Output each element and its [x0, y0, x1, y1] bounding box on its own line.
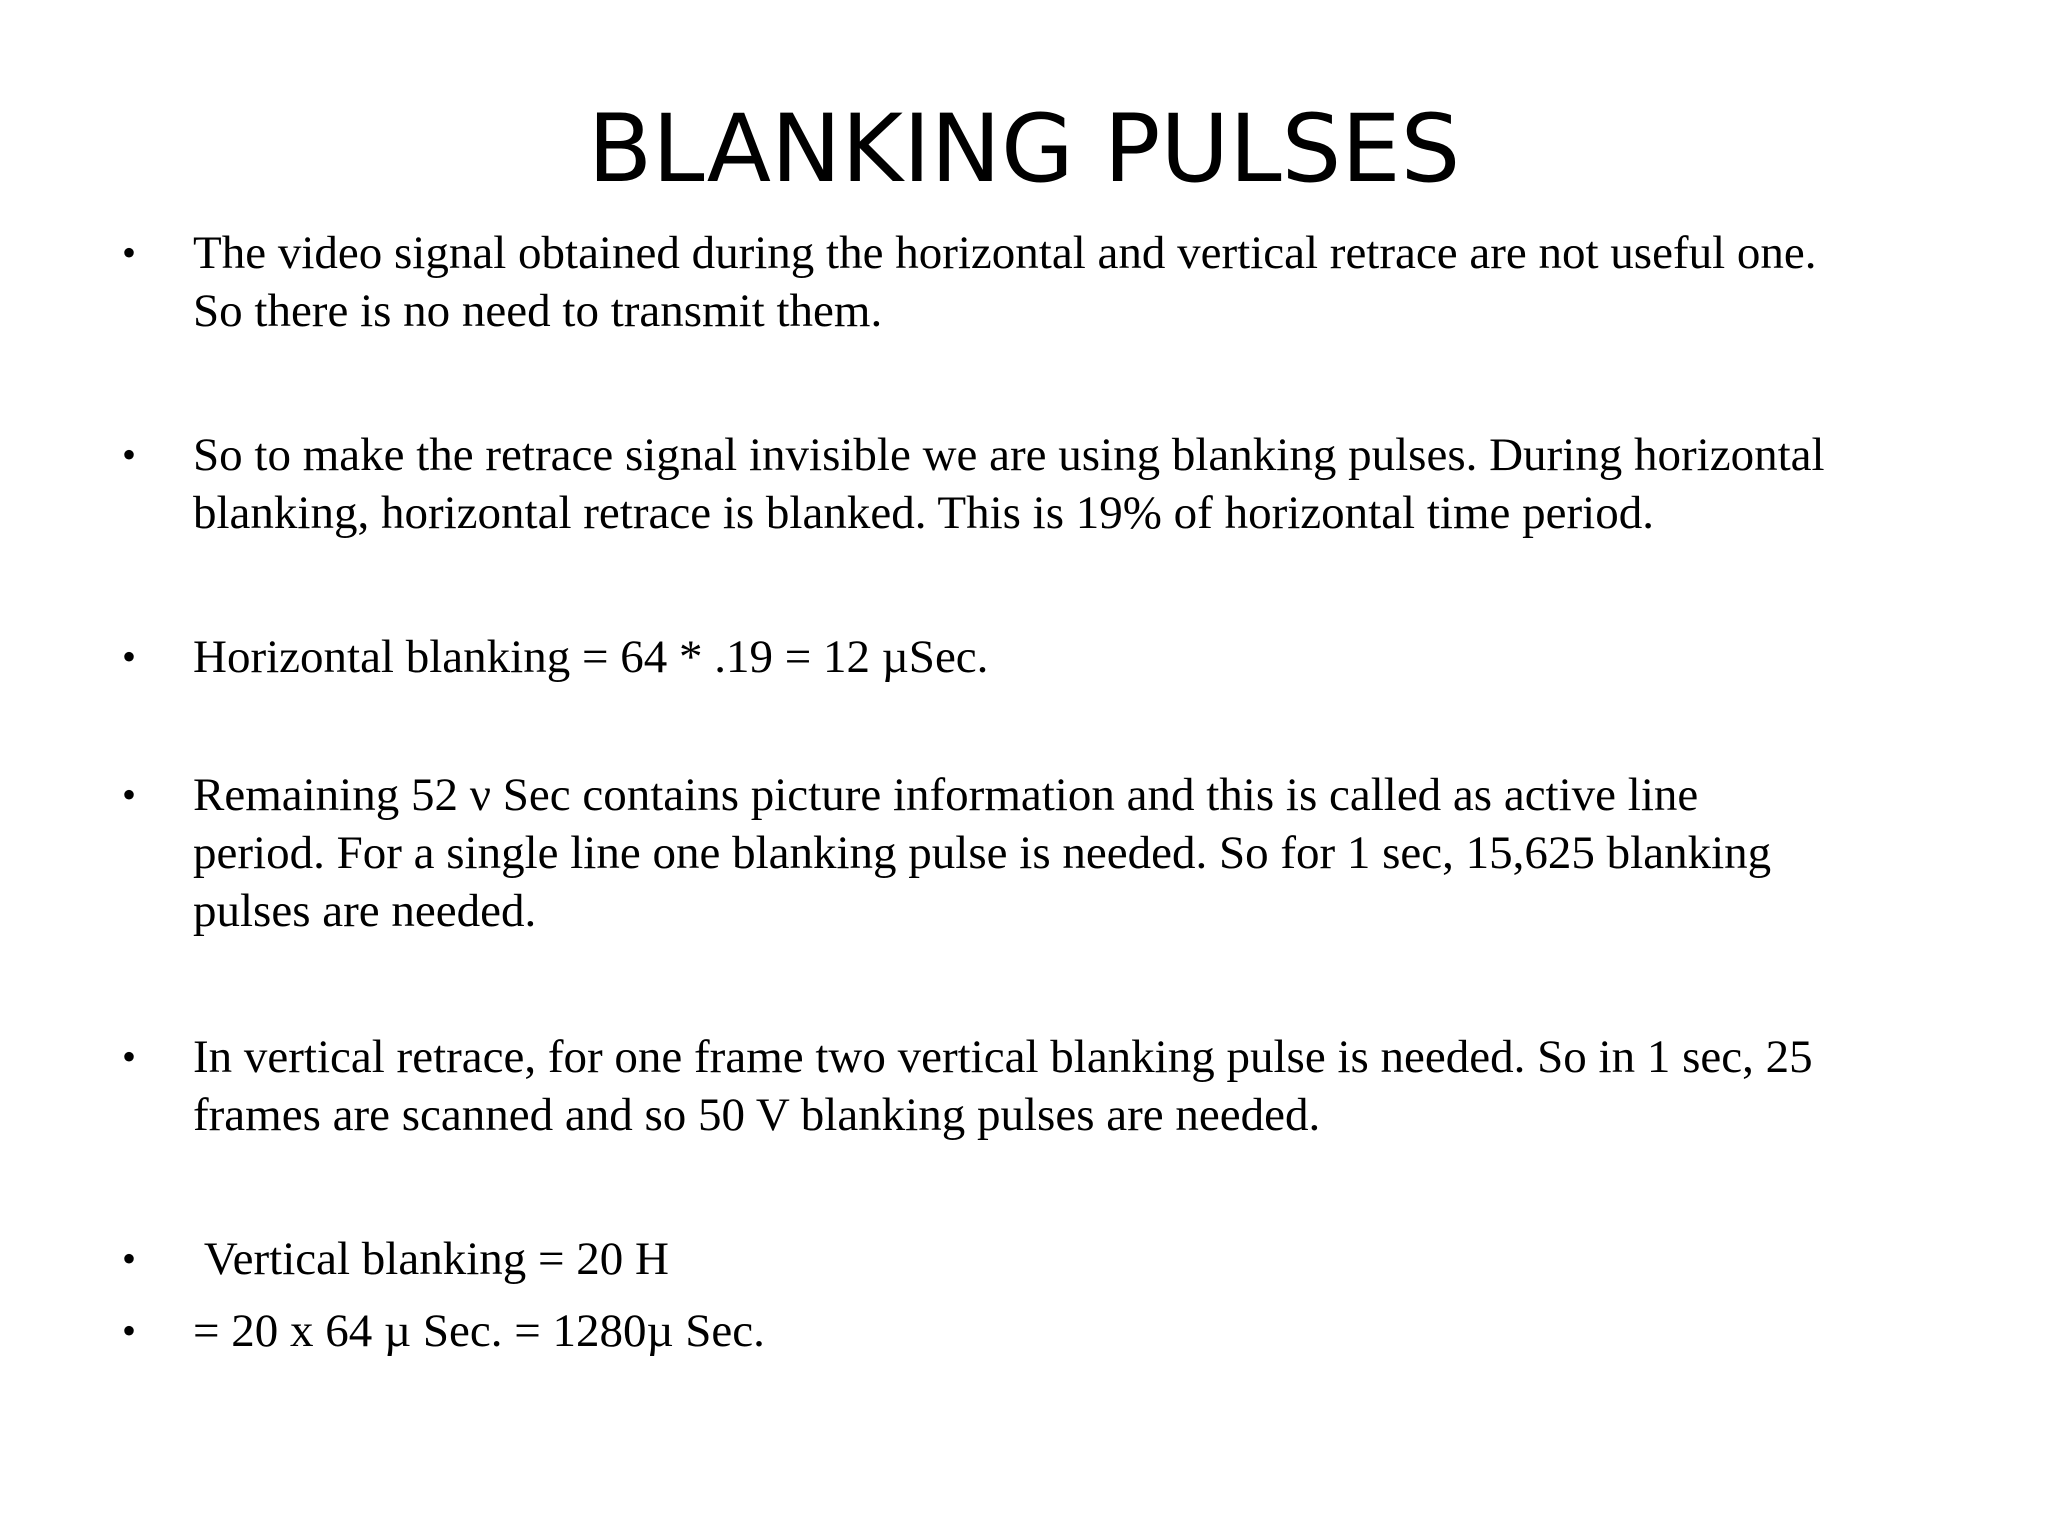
bullet-dot-icon: • [122, 634, 137, 679]
bullet-dot-icon: • [122, 1308, 137, 1353]
bullet-text: = 20 x 64 µ Sec. = 1280µ Sec. [193, 1305, 765, 1357]
bullet-text: The video signal obtained during the horizontal and vertical retrace are not useful one. So there is no need to transmit them. [193, 227, 1817, 337]
bullet-dot-icon: • [122, 772, 137, 817]
slide-title: BLANKING PULSES [587, 95, 1461, 204]
bullet-text: Horizontal blanking = 64 * .19 = 12 µSec. [193, 631, 989, 683]
bullet-text: So to make the retrace signal invisible we are using blanking pulses. During horizontal blanking, horizontal retrace is blanked. This is 19% of horizontal time period. [193, 429, 1825, 539]
bullet-dot-icon: • [122, 432, 137, 477]
bullet-dot-icon: • [122, 1034, 137, 1079]
bullet-text: Remaining 52 ν Sec contains picture information and this is called as active line period. For a single line one blanking pulse is needed. So for 1 sec, 15,625 blanking pulses are needed. [193, 769, 1772, 937]
bullet-dot-icon: • [122, 230, 137, 275]
bullet-text: In vertical retrace, for one frame two vertical blanking pulse is needed. So in 1 sec, 25 frames are scanned and so 50 V blanking pulses are needed. [193, 1031, 1813, 1141]
bullet-text: Vertical blanking = 20 H [193, 1233, 669, 1285]
bullet-dot-icon: • [122, 1236, 137, 1281]
